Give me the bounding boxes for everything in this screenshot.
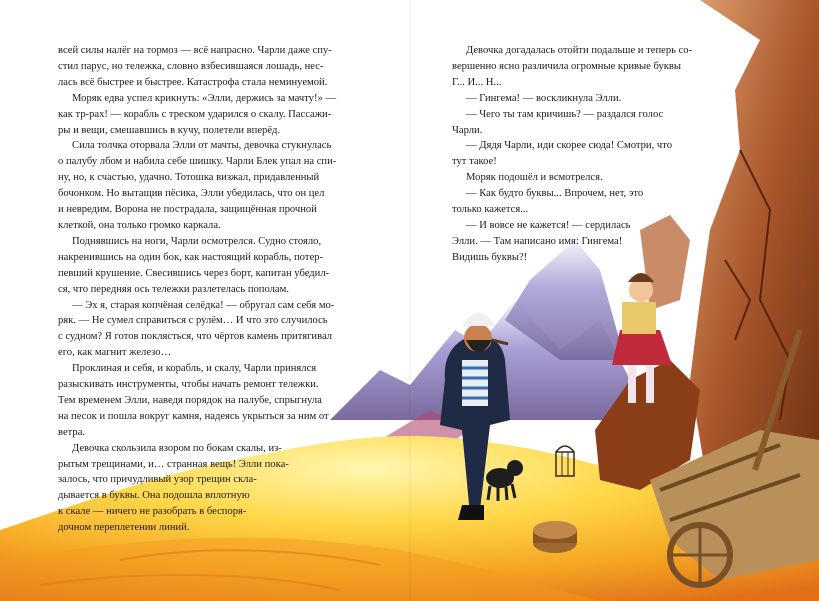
- text-line: — Эх я, старая копчёная селёдка! — обругал сам себя мо-: [72, 299, 335, 311]
- text-line: к скале — ничего не разобрать в беспоря-: [58, 506, 247, 518]
- text-line: дочном переплетении линий.: [58, 522, 190, 534]
- text-line: Девочка догадалась отойти подальше и теперь со-: [466, 45, 693, 56]
- text-line: ну, но, к счастью, удачно. Тотошка визжал, придавленный: [58, 172, 320, 184]
- text-line: Видишь буквы?!: [452, 251, 528, 263]
- text-line: Сила толчка оторвала Элли от мачты, девочка стукнулась: [72, 140, 332, 152]
- text-line: — И вовсе не кажется! — сердилась: [466, 219, 631, 231]
- text-line: и невредим. Ворона не пострадала, защищённая прочной: [58, 204, 317, 216]
- text-line: его, как магнит железо…: [58, 347, 172, 359]
- text-line: ся, что передняя ось тележки разлетелась пополам.: [58, 283, 289, 295]
- text-line: Проклиная и себя, и корабль, и скалу, Чарли принялся: [72, 363, 317, 375]
- text-line: залось, что причудливый узор трещин скла-: [58, 474, 257, 486]
- text-line: дывается в буквы. Она подошла вплотную: [58, 490, 250, 502]
- text-line: — Гингема! — воскликнула Элли.: [466, 92, 622, 104]
- text-line: бочонком. Но вытащив пёсика, Элли убедилась, что он цел: [58, 188, 325, 200]
- text-line: Моряк едва успел крикнуть: «Элли, держись за мачту!» —: [72, 92, 337, 104]
- text-line: Тем временем Элли, наведя порядок на палубе, спрыгнула: [58, 394, 322, 406]
- text-line: ряк. — Не сумел справиться с рулём… И что это случилось: [58, 315, 328, 327]
- text-line: на песок и пошла вокруг камня, надеясь укрыться за ним от: [58, 410, 329, 422]
- text-line: как тр-рах! — корабль с треском ударился о скалу. Пассажи-: [58, 108, 332, 120]
- barrel-lid: [533, 521, 577, 553]
- text-line: Моряк подошёл и всмотрелся.: [466, 172, 603, 184]
- text-line: Девочка скользила взором по бокам скалы, из-: [72, 442, 282, 454]
- text-line: лась всё быстрее и быстрее. Катастрофа стала неминуемой.: [58, 76, 328, 88]
- text-line: Чарли.: [452, 124, 483, 136]
- text-line: разыскивать инструменты, чтобы начать ремонт тележки.: [58, 379, 319, 391]
- text-line: о палубу лбом и набила себе шишку. Чарли Блек упал на спи-: [58, 156, 337, 168]
- text-line: Элли. — Там написано имя: Гингема!: [452, 235, 623, 247]
- text-line: рытым трещинами, и… странная вещь! Элли пока-: [58, 458, 289, 470]
- text-line: всей силы налёг на тормоз — всё напрасно. Чарли даже спу-: [58, 45, 332, 56]
- text-line: — Чего ты там кричишь? — раздался голос: [466, 108, 664, 120]
- text-line: с судном? Я готов поклясться, что чёртов камень притягивал: [58, 331, 333, 343]
- text-line: накренившись на один бок, как настоящий корабль, потер-: [58, 251, 323, 263]
- text-line: вершенно ясно различила огромные кривые буквы: [452, 60, 682, 72]
- right-text-column: [452, 43, 702, 266]
- text-line: Поднявшись на ноги, Чарли осмотрелся. Судно стояло,: [72, 235, 322, 247]
- left-text-column: [58, 43, 380, 536]
- text-line: — Как будто буквы... Впрочем, нет, это: [466, 188, 644, 200]
- text-line: стил парус, но тележка, словно взбесившаяся лошадь, нес-: [58, 60, 324, 72]
- text-line: певший крушение. Свесившись через борт, капитан убедил-: [58, 267, 330, 279]
- text-line: — Дядя Чарли, иди скорее сюда! Смотри, что: [466, 140, 672, 152]
- page-gutter: [409, 0, 411, 601]
- text-line: Г... И... Н...: [452, 76, 502, 88]
- text-line: ветра.: [58, 426, 86, 438]
- text-line: тут такое!: [452, 156, 497, 168]
- text-line: ры и вещи, смешавшись в кучу, полетели вперёд.: [58, 124, 281, 136]
- text-line: только кажется...: [452, 204, 529, 216]
- text-line: клеткой, она только громко каркала.: [58, 219, 221, 231]
